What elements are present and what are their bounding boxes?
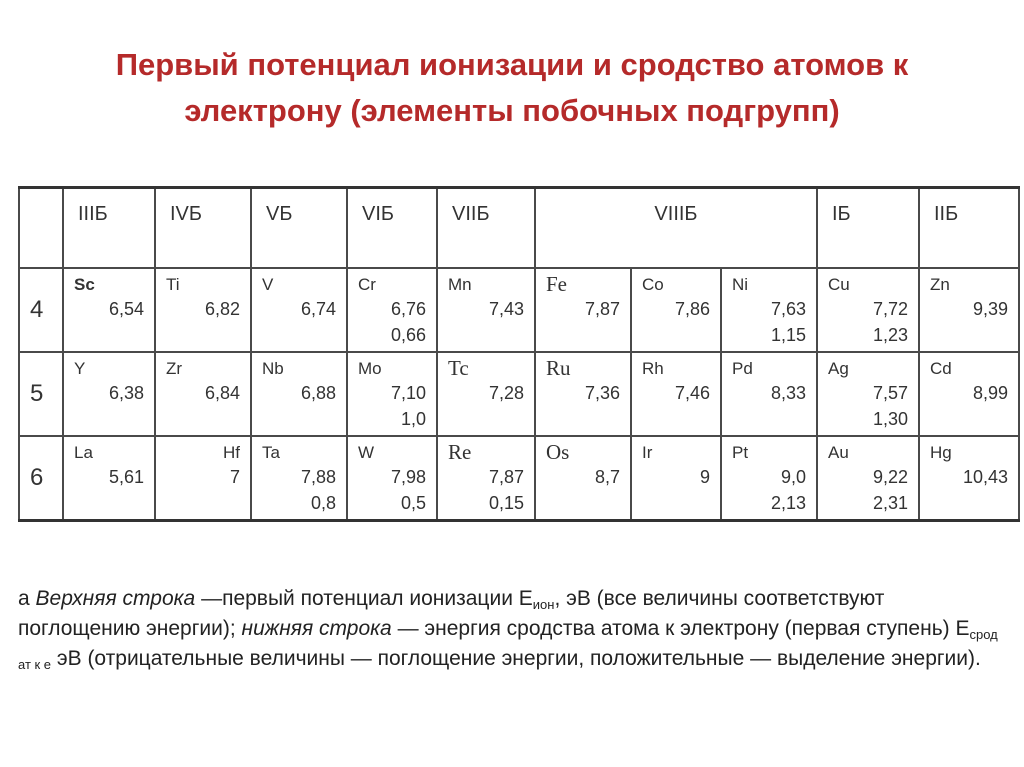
element-symbol: W (358, 443, 375, 462)
ionization-energy: 7,87 (488, 467, 524, 487)
element-symbol: Cd (930, 359, 952, 378)
corner-cell (19, 188, 63, 269)
ionization-energy: 7,98 (390, 467, 426, 487)
element-cell (919, 268, 1019, 352)
element-symbol: Au (828, 443, 849, 462)
ionization-table (18, 186, 1020, 522)
element-cell (919, 436, 1019, 521)
ionization-energy: 9 (699, 467, 710, 487)
electron-affinity: 2,31 (872, 493, 908, 513)
ionization-energy: 6,38 (108, 383, 144, 403)
element-cell (535, 268, 631, 352)
ionization-energy: 8,33 (770, 383, 806, 403)
footnote-prefix: а (18, 587, 36, 610)
ionization-energy: 7,63 (770, 299, 806, 319)
group-header-IIB: IIБ (919, 188, 1019, 269)
subscript-affinity: срод ат к е (18, 627, 998, 672)
electron-affinity: 1,30 (872, 409, 908, 429)
period-row (19, 352, 1019, 436)
element-symbol: Mo (358, 359, 382, 378)
element-cell (155, 268, 251, 352)
top-row-label: Верхняя строка (35, 587, 196, 610)
ionization-energy: 7,57 (872, 383, 908, 403)
element-cell (155, 352, 251, 436)
electron-affinity: 1,15 (770, 325, 806, 345)
ionization-energy: 9,39 (972, 299, 1008, 319)
element-symbol: V (262, 275, 274, 294)
element-cell (347, 268, 437, 352)
element-symbol: Hg (930, 443, 952, 462)
element-cell (817, 268, 919, 352)
element-symbol: Cr (358, 275, 376, 294)
element-symbol: Pt (732, 443, 749, 462)
ionization-energy: 7,36 (584, 383, 620, 403)
ionization-energy: 7,43 (488, 299, 524, 319)
title-line-2: электрону (элементы побочных подгрупп) (184, 93, 840, 128)
element-cell (721, 436, 817, 521)
element-cell (721, 352, 817, 436)
element-cell (919, 352, 1019, 436)
element-cell (721, 268, 817, 352)
ionization-energy: 9,0 (780, 467, 806, 487)
slide-title (40, 42, 984, 134)
element-cell (817, 436, 919, 521)
electron-affinity: 0,66 (390, 325, 426, 345)
footnote (18, 584, 1008, 674)
ionization-energy: 6,54 (108, 299, 144, 319)
element-cell (63, 352, 155, 436)
group-header-IIIB: IIIБ (63, 188, 155, 269)
group-header-VIIB: VIIБ (437, 188, 535, 269)
ionization-energy: 8,7 (594, 467, 620, 487)
element-symbol: Fe (546, 272, 567, 296)
ionization-energy: 6,76 (390, 299, 426, 319)
element-cell (63, 268, 155, 352)
ionization-energy: 7,46 (674, 383, 710, 403)
ionization-energy: 7,28 (488, 383, 524, 403)
period-number: 6 (19, 436, 63, 521)
element-cell (437, 436, 535, 521)
element-symbol: Cu (828, 275, 850, 294)
element-symbol: Hf (223, 443, 240, 462)
electron-affinity: 0,5 (400, 493, 426, 513)
group-header-VIIIB: VIIIБ (535, 188, 817, 269)
element-symbol: La (74, 443, 93, 462)
group-header-VIB: VIБ (347, 188, 437, 269)
element-cell (347, 436, 437, 521)
element-cell (631, 352, 721, 436)
element-cell (817, 352, 919, 436)
element-symbol: Ta (262, 443, 280, 462)
ionization-energy: 6,74 (300, 299, 336, 319)
ionization-energy: 6,84 (204, 383, 240, 403)
ionization-energy: 7,88 (300, 467, 336, 487)
group-header-IB: IБ (817, 188, 919, 269)
element-symbol: Sc (74, 275, 95, 294)
ionization-energy: 10,43 (962, 467, 1008, 487)
ionization-energy: 8,99 (972, 383, 1008, 403)
element-cell (251, 436, 347, 521)
element-symbol: Ru (546, 356, 571, 380)
ionization-energy: 6,88 (300, 383, 336, 403)
ionization-energy: 7,10 (390, 383, 426, 403)
element-cell (631, 436, 721, 521)
element-symbol: Re (448, 440, 472, 464)
element-cell (155, 436, 251, 521)
footnote-part-1: —первый потенциал ионизации E (195, 587, 533, 610)
element-symbol: Mn (448, 275, 472, 294)
element-cell (631, 268, 721, 352)
element-symbol: Nb (262, 359, 284, 378)
period-row (19, 268, 1019, 352)
electron-affinity: 0,15 (488, 493, 524, 513)
electron-affinity: 2,13 (770, 493, 806, 513)
group-header-IVB: IVБ (155, 188, 251, 269)
ionization-energy: 6,82 (204, 299, 240, 319)
element-cell (63, 436, 155, 521)
element-cell (251, 268, 347, 352)
electron-affinity: 0,8 (310, 493, 336, 513)
element-symbol: Co (642, 275, 664, 294)
element-symbol: Rh (642, 359, 664, 378)
ionization-energy: 7 (229, 467, 240, 487)
ionization-energy: 5,61 (108, 467, 144, 487)
footnote-part-2: , эВ (все величины соответствуют поглощению энергии); (18, 587, 885, 640)
element-symbol: Ni (732, 275, 749, 294)
element-symbol: Os (546, 440, 570, 464)
group-header-VB: VБ (251, 188, 347, 269)
element-cell (535, 436, 631, 521)
element-cell (347, 352, 437, 436)
footnote-part-3: — энергия сродства атома к электрону (первая ступень) E (391, 617, 970, 640)
element-cell (437, 268, 535, 352)
header-row (19, 188, 1019, 269)
ionization-energy: 7,87 (584, 299, 620, 319)
element-cell (251, 352, 347, 436)
element-symbol: Ti (166, 275, 180, 294)
element-symbol: Zn (930, 275, 950, 294)
subscript-ion: ион (532, 597, 555, 612)
element-cell (535, 352, 631, 436)
period-number: 5 (19, 352, 63, 436)
bottom-row-label: нижняя строка (241, 617, 392, 640)
element-symbol: Zr (166, 359, 183, 378)
element-cell (437, 352, 535, 436)
element-symbol: Tc (448, 356, 469, 380)
element-symbol: Ir (642, 443, 653, 462)
ionization-energy: 7,86 (674, 299, 710, 319)
element-symbol: Pd (732, 359, 753, 378)
electron-affinity: 1,23 (872, 325, 908, 345)
ionization-energy: 7,72 (872, 299, 908, 319)
title-line-1: Первый потенциал ионизации и сродство атомов к (115, 47, 909, 82)
electron-affinity: 1,0 (400, 409, 426, 429)
element-symbol: Ag (828, 359, 849, 378)
period-number: 4 (19, 268, 63, 352)
footnote-part-4: эВ (отрицательные величины — поглощение энергии, положительные — выделение энергии). (51, 647, 981, 670)
ionization-energy: 9,22 (872, 467, 908, 487)
element-symbol: Y (74, 359, 86, 378)
period-row (19, 436, 1019, 521)
